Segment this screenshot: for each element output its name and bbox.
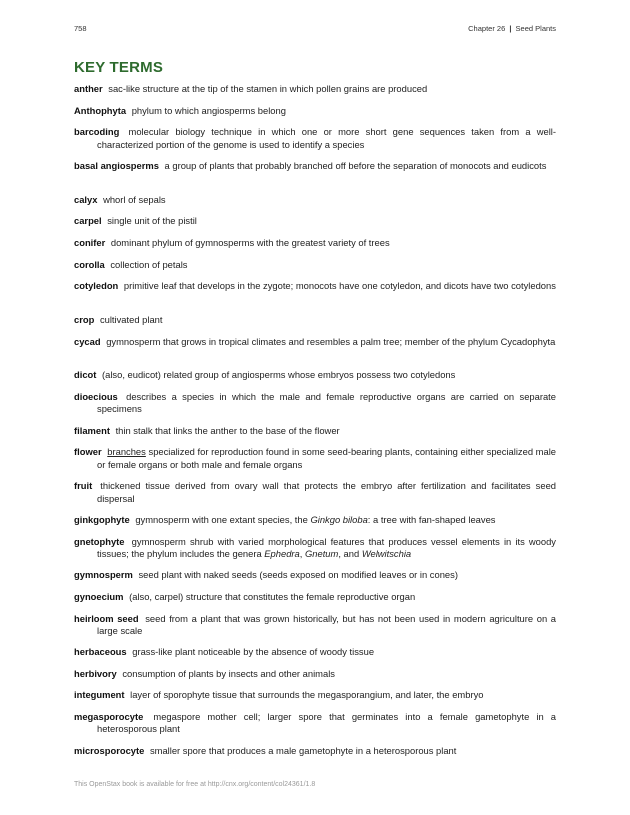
glossary-entry	[74, 126, 556, 160]
glossary-definition: molecular biology technique in which one or more short gene sequences taken from a well-characterized portion of the genome is used to identify a species	[97, 126, 557, 150]
glossary-term: integument	[74, 689, 125, 701]
glossary-definition: sac-like structure at the tip of the stamen in which pollen grains are produced	[108, 83, 428, 94]
glossary-definition: gymnosperm that grows in tropical climates and resembles a palm tree; member of the phylum Cycadophyta	[106, 335, 556, 347]
glossary-definition: phylum to which angiosperms belong	[131, 104, 286, 116]
glossary-entry	[74, 514, 556, 536]
glossary-entry	[74, 668, 556, 690]
glossary-definition: smaller spore that produces a male gametophyte in a heterosporous plant	[149, 744, 457, 756]
glossary-term: fruit	[74, 480, 93, 492]
genus-name: Welwitschia	[361, 547, 412, 559]
glossary-term: anther	[74, 83, 103, 94]
glossary-entry	[74, 83, 556, 105]
glossary-entry	[74, 194, 556, 216]
glossary-definition: megaspore mother cell; larger spore that germinates into a female gametophyte in a heterosporous plant	[97, 711, 557, 735]
glossary-definition: a group of plants that probably branched off before the separation of monocots and eudicots	[164, 159, 547, 171]
definition-link: branches	[107, 446, 146, 458]
glossary-definition: consumption of plants by insects and other animals	[122, 667, 335, 679]
page-header	[74, 24, 556, 36]
glossary-term: flower	[74, 446, 102, 458]
glossary-term: dioecious	[74, 390, 118, 402]
glossary-definition: grass-like plant noticeable by the absence of woody tissue	[132, 646, 375, 658]
glossary-entry	[74, 446, 556, 480]
chapter-title: Seed Plants	[515, 24, 556, 33]
glossary-entry	[74, 591, 556, 613]
glossary-entry	[74, 480, 556, 514]
glossary-term: conifer	[74, 236, 106, 248]
glossary-term: calyx	[74, 193, 98, 205]
glossary-term: gynoecium	[74, 590, 124, 602]
glossary-entry	[74, 280, 556, 314]
glossary-definition: thin stalk that links the anther to the base of the flower	[115, 424, 340, 436]
glossary-entry	[74, 391, 556, 425]
glossary-definition: primitive leaf that develops in the zygote; monocots have one cotyledon, and dicots have two cotyledons	[123, 280, 556, 292]
glossary-entry	[74, 569, 556, 591]
definition-text: gymnosperm with one extant species, the	[135, 513, 308, 525]
glossary-entry	[74, 646, 556, 668]
glossary-term: Anthophyta	[74, 104, 127, 116]
glossary-definition: seed from a plant that was grown historically, but has not been used in modern agriculture on a large scale	[97, 612, 557, 636]
key-terms-list	[74, 83, 556, 766]
glossary-definition: thickened tissue derived from ovary wall that protects the embryo after fertilization and facilitates seed dispersal	[97, 480, 556, 504]
glossary-term: herbaceous	[74, 646, 127, 658]
glossary-definition	[135, 514, 495, 525]
chapter-reference	[468, 24, 556, 33]
glossary-entry	[74, 745, 556, 767]
glossary-term: barcoding	[74, 126, 120, 138]
glossary-entry	[74, 237, 556, 259]
glossary-term: filament	[74, 424, 110, 436]
glossary-entry	[74, 314, 556, 336]
glossary-entry	[74, 689, 556, 711]
glossary-definition: seed plant with naked seeds (seeds exposed on modified leaves or in cones)	[138, 569, 458, 581]
glossary-term: cotyledon	[74, 280, 119, 292]
glossary-entry	[74, 336, 556, 370]
glossary-definition: dominant phylum of gymnosperms with the greatest variety of trees	[110, 236, 390, 248]
glossary-term: cycad	[74, 335, 101, 347]
glossary-entry	[74, 425, 556, 447]
glossary-term: corolla	[74, 258, 105, 270]
glossary-entry	[74, 711, 556, 745]
glossary-term: microsporocyte	[74, 744, 145, 756]
glossary-entry	[74, 105, 556, 127]
glossary-term: basal angiosperms	[74, 159, 159, 171]
chapter-label: Chapter 26	[468, 24, 506, 33]
genus-name: Gnetum	[304, 547, 339, 559]
glossary-entry	[74, 613, 556, 647]
glossary-term: crop	[74, 313, 95, 325]
glossary-entry	[74, 215, 556, 237]
glossary-entry	[74, 160, 556, 194]
definition-text: specialized for reproduction found in some seed-bearing plants, containing either specialized male or female organs or both male and female organs	[97, 446, 557, 470]
glossary-definition: cultivated plant	[99, 313, 163, 325]
glossary-definition: gymnosperm shrub with varied morphological features that produces vessel elements in its woody tissues; the phylum includes the genera Ephedra, Gnetum, and Welwitschia	[97, 535, 556, 559]
definition-text: gymnosperm shrub with varied morphological features that produces vessel elements in its woody tissues; the phylum includes the genera	[97, 535, 556, 559]
glossary-definition: whorl of sepals	[103, 193, 166, 205]
glossary-definition: describes a species in which the male and female reproductive organs are carried on separate specimens	[97, 390, 556, 415]
glossary-entry	[74, 259, 556, 281]
glossary-definition: (also, eudicot) related group of angiosperms whose embryos possess two cotyledons	[102, 369, 456, 381]
glossary-definition: (also, carpel) structure that constitutes the female reproductive organ	[129, 590, 416, 602]
glossary-term: herbivory	[74, 667, 117, 679]
glossary-term: dicot	[74, 369, 97, 381]
species-name: Ginkgo biloba	[310, 513, 368, 525]
definition-text: : a tree with fan-shaped leaves	[367, 513, 496, 525]
glossary-term: gnetophyte	[74, 535, 125, 547]
glossary-term: megasporocyte	[74, 711, 144, 723]
header-separator: |	[509, 24, 512, 33]
page-footer: This OpenStax book is available for free at http://cnx.org/content/col24361/1.8	[74, 781, 316, 788]
definition-text: and	[343, 547, 360, 559]
glossary-definition	[97, 446, 556, 469]
glossary-entry	[74, 369, 556, 391]
glossary-term: heirloom seed	[74, 612, 139, 624]
glossary-definition: layer of sporophyte tissue that surrounds the megasporangium, and later, the embryo	[130, 689, 484, 701]
glossary-term: ginkgophyte	[74, 513, 130, 525]
page-number: 758	[74, 24, 87, 33]
glossary-definition: single unit of the pistil	[107, 215, 197, 227]
genus-name: Ephedra	[264, 547, 300, 559]
section-title: KEY TERMS	[74, 59, 164, 76]
glossary-entry	[74, 536, 556, 570]
glossary-definition: collection of petals	[110, 258, 188, 270]
glossary-term: gymnosperm	[74, 569, 133, 581]
glossary-term: carpel	[74, 215, 102, 227]
